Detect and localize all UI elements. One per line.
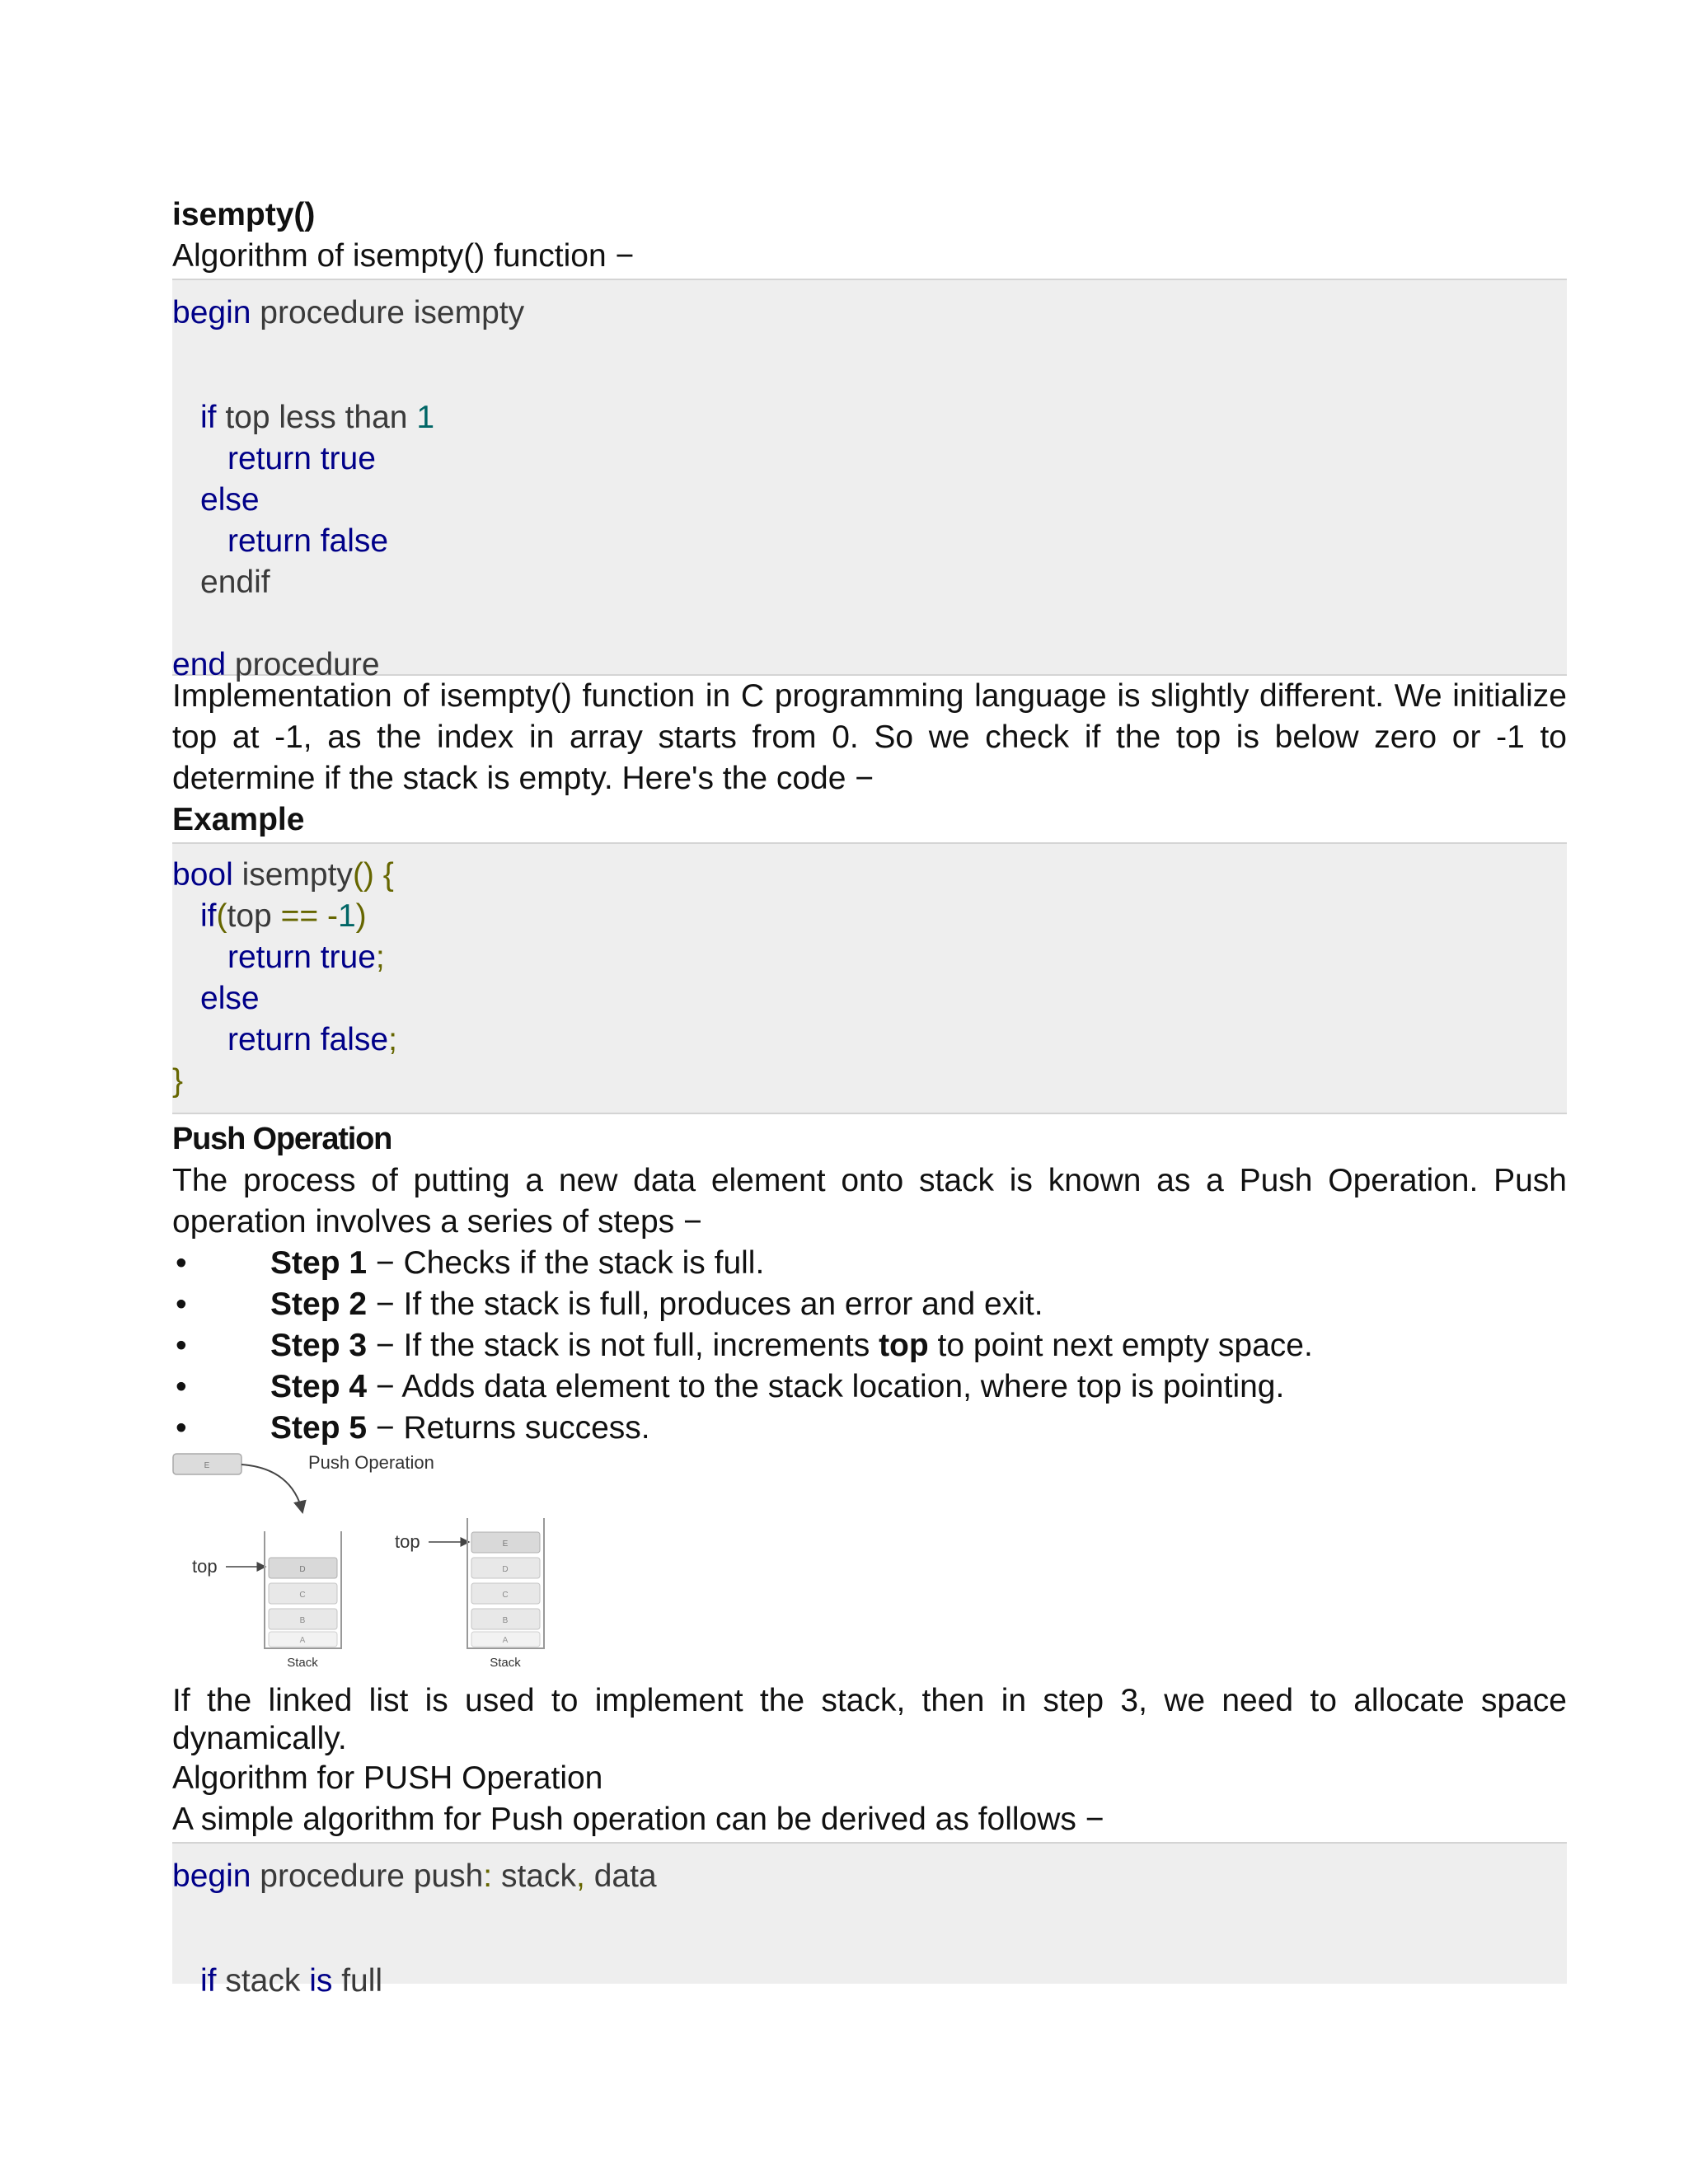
push-operation-figure bbox=[172, 1451, 1567, 1685]
document-content bbox=[172, 194, 1567, 1999]
isempty-implementation-text: Implementation of isempty() function in C programming language is slightly different. We initialize top at -1, as the index in array starts from 0. So we check if the top is below zero or -1 to determine if the stack is empty. Here's the code − bbox=[172, 678, 1567, 796]
step-text: − Returns success. bbox=[367, 1410, 650, 1446]
code-keyword: is bbox=[309, 1963, 333, 1999]
stack-item-label: C bbox=[299, 1591, 306, 1600]
list-item bbox=[172, 1284, 1567, 1325]
isempty-intro: Algorithm of isempty() function − bbox=[172, 238, 635, 274]
code-keyword: return false bbox=[227, 1022, 389, 1057]
code-keyword: if bbox=[200, 400, 217, 435]
code-keyword: else bbox=[200, 482, 260, 518]
stack-item-label: E bbox=[502, 1540, 509, 1549]
linked-list-text: If the linked list is used to implement the stack, then in step 3, we need to allocate space dynamically. bbox=[172, 1683, 1567, 1756]
code-keyword: begin bbox=[172, 295, 251, 330]
code-text: procedure bbox=[226, 647, 380, 682]
code-keyword: return false bbox=[227, 523, 389, 559]
stack-item-label: B bbox=[502, 1616, 509, 1625]
step-label: Step 3 bbox=[270, 1328, 368, 1363]
step-label: Step 1 bbox=[270, 1245, 368, 1281]
step-bold-term: top bbox=[879, 1328, 929, 1363]
list-item bbox=[172, 1408, 1567, 1449]
code-keyword: bool bbox=[172, 857, 233, 893]
stack-label-left: Stack bbox=[287, 1656, 318, 1670]
top-label-left: top bbox=[192, 1556, 218, 1577]
push-algorithm-block bbox=[172, 1842, 1567, 1999]
code-text: procedure isempty bbox=[251, 295, 525, 330]
code-punctuation: ; bbox=[375, 940, 385, 975]
right-stack-items bbox=[471, 1532, 540, 1647]
code-punctuation: : bbox=[483, 1858, 493, 1894]
code-punctuation: } bbox=[172, 1063, 184, 1099]
bullet: • bbox=[176, 1410, 187, 1446]
code-text: stack bbox=[216, 1963, 310, 1999]
code-keyword: end bbox=[172, 647, 227, 682]
push-arrow bbox=[241, 1465, 302, 1512]
code-punctuation: () { bbox=[352, 857, 394, 893]
list-item bbox=[172, 1243, 1567, 1284]
left-stack-items bbox=[269, 1558, 337, 1647]
bullet: • bbox=[176, 1369, 187, 1404]
code-text: isempty bbox=[232, 857, 353, 893]
isempty-algorithm-block bbox=[172, 279, 1567, 682]
stack-item-label: B bbox=[299, 1616, 306, 1625]
code-text: top less than bbox=[216, 400, 417, 435]
bullet: • bbox=[176, 1328, 187, 1363]
code-punctuation: ; bbox=[388, 1022, 397, 1057]
isempty-heading: isempty() bbox=[172, 197, 316, 232]
code-number: 1 bbox=[337, 898, 356, 934]
push-algorithm-title: Algorithm for PUSH Operation bbox=[172, 1760, 603, 1796]
code-punctuation: ) bbox=[355, 898, 367, 934]
code-text: full bbox=[332, 1963, 383, 1999]
example-heading: Example bbox=[172, 802, 305, 837]
code-text: data bbox=[584, 1858, 657, 1894]
push-operation-diagram bbox=[172, 1451, 568, 1685]
push-algorithm-intro: A simple algorithm for Push operation can be derived as follows − bbox=[172, 1802, 1104, 1837]
code-keyword: if bbox=[200, 1963, 217, 1999]
stack-label-right: Stack bbox=[490, 1656, 521, 1670]
push-steps-list bbox=[172, 1243, 1567, 1449]
code-keyword: return true bbox=[227, 940, 376, 975]
incoming-element-label: E bbox=[204, 1461, 210, 1470]
isempty-c-code-block bbox=[172, 842, 1567, 1114]
stack-item-label: A bbox=[502, 1636, 509, 1645]
stack-item-label: C bbox=[502, 1591, 509, 1600]
push-operation-heading: Push Operation bbox=[172, 1122, 392, 1156]
list-item bbox=[172, 1366, 1567, 1408]
stack-item-label: A bbox=[299, 1636, 306, 1645]
code-text: top bbox=[227, 898, 281, 934]
bullet: • bbox=[176, 1286, 187, 1322]
step-label: Step 2 bbox=[270, 1286, 368, 1322]
code-operator: == - bbox=[280, 898, 338, 934]
step-text: − If the stack is not full, increments bbox=[367, 1328, 879, 1363]
code-keyword: begin bbox=[172, 1858, 251, 1894]
stack-item-label: D bbox=[299, 1565, 306, 1574]
step-label: Step 5 bbox=[270, 1410, 368, 1446]
code-keyword: if bbox=[200, 898, 217, 934]
top-label-right: top bbox=[395, 1531, 420, 1552]
figure-caption: Push Operation bbox=[308, 1452, 434, 1473]
step-text: − Checks if the stack is full. bbox=[367, 1245, 765, 1281]
step-text: to point next empty space. bbox=[928, 1328, 1313, 1363]
code-keyword: else bbox=[200, 981, 260, 1016]
list-item bbox=[172, 1325, 1567, 1366]
step-label: Step 4 bbox=[270, 1369, 368, 1404]
bullet: • bbox=[176, 1245, 187, 1281]
code-text: endif bbox=[200, 565, 270, 600]
push-operation-intro: The process of putting a new data element onto stack is known as a Push Operation. Push operation involves a series of steps − bbox=[172, 1163, 1567, 1240]
code-text: stack bbox=[492, 1858, 577, 1894]
code-text: procedure push bbox=[251, 1858, 484, 1894]
code-keyword: return true bbox=[227, 441, 376, 476]
code-punctuation: , bbox=[576, 1858, 585, 1894]
code-punctuation: ( bbox=[216, 898, 227, 934]
stack-item-label: D bbox=[502, 1565, 509, 1574]
step-text: − Adds data element to the stack location, where top is pointing. bbox=[367, 1369, 1285, 1404]
step-text: − If the stack is full, produces an error and exit. bbox=[367, 1286, 1043, 1322]
code-number: 1 bbox=[416, 400, 435, 435]
